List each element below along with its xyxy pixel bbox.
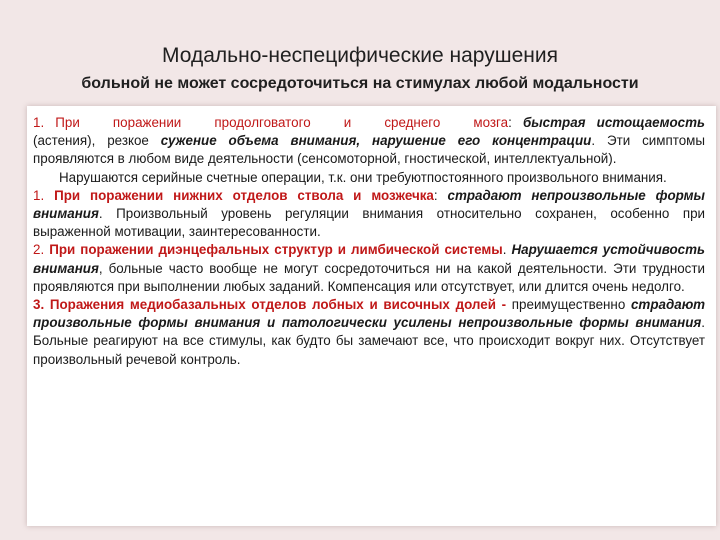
item-1-text-1: (астения), резкое — [33, 133, 161, 149]
paragraph-1-extra: Нарушаются серийные счетные операции, т.к. они требуютпостоянного произвольного внимания. — [59, 169, 667, 185]
item-2-number: 1. — [33, 187, 45, 203]
item-4-text-2: . Больные реагируют на все стимулы, как будто бы замечают все, что происходит вокруг них. Отсутствует произвольный речевой контроль. — [33, 315, 705, 367]
item-2-heading: При поражении нижних отделов ствола и мозжечка — [54, 187, 434, 203]
item-3-text-1: , больные часто вообще не могут сосредоточиться ни на какой деятельности. Эти трудности проявляются при выполнении любых заданий. Компенсация или отсутствует, или длится очень недолго. — [33, 260, 705, 294]
paragraph-2 — [33, 187, 705, 242]
item-4-dash: - — [495, 297, 507, 313]
item-1-number: 1. — [33, 115, 45, 130]
item-1-term-2: сужение объема внимания, нарушение его концентрации — [160, 133, 592, 149]
item-3-punct: . — [502, 242, 512, 258]
slide-title: Модально-неспецифические нарушения — [162, 44, 558, 67]
item-3-term-1: Нарушается устойчивость внимания — [33, 242, 705, 276]
item-2-term-1: страдают непроизвольные формы внимания — [33, 187, 705, 222]
content-panel — [27, 106, 716, 526]
item-3-number: 2. — [33, 242, 45, 258]
content-text — [33, 114, 705, 369]
paragraph-4 — [33, 296, 705, 369]
item-1-text-2: . Эти симптомы проявляются в любом виде деятельности (сенсомоторной, гностической, интеллектуальной). — [33, 133, 705, 167]
item-1-heading: При поражении продолговатого и среднего мозга — [55, 115, 509, 130]
item-4-term-1: страдают произвольные формы внимания и патологически усилены непроизвольные формы внимания — [33, 297, 705, 331]
item-1-colon: : — [508, 115, 512, 130]
slide-subtitle: больной не может сосредоточиться на стимулах любой модальности — [81, 75, 639, 92]
item-1-term-1: быстрая истощаемость — [522, 115, 705, 130]
item-3-heading: При поражении диэнцефальных структур и лимбической системы — [49, 242, 503, 258]
paragraph-1 — [33, 114, 705, 169]
item-4-number: 3. — [33, 297, 45, 313]
item-2-colon: : — [433, 187, 448, 203]
item-4-text-1: преимущественно — [506, 297, 631, 313]
item-2-text-1: . Произвольный уровень регуляции внимания относительно сохранен, особенно при выраженной мотивации, заинтересованности. — [33, 206, 705, 240]
item-4-heading: Поражения медиобазальных отделов лобных и височных долей — [49, 297, 496, 313]
paragraph-3 — [33, 241, 705, 296]
